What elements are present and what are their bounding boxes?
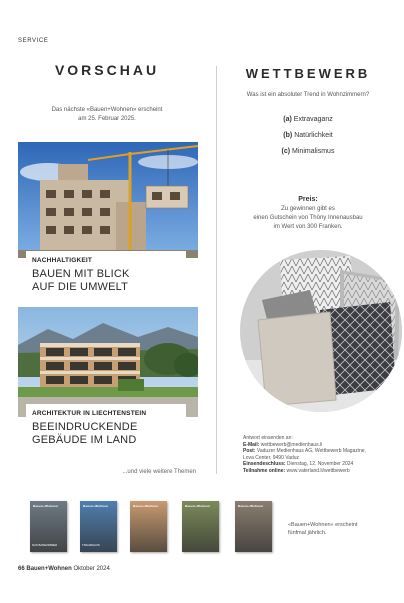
article-title <box>32 268 180 293</box>
magazine-cover <box>182 501 219 552</box>
answer-email-value[interactable]: wettbewerb@medienhaus.li <box>260 441 323 448</box>
preview-intro-line1: Das nächste «Bauen+Wohnen» erscheint <box>51 107 163 113</box>
magazine-cover-brand: Bauen+Wohnen <box>133 504 159 508</box>
answer-post-label: Post: <box>243 448 256 455</box>
article-title-line2: GEBÄUDE IM LAND <box>32 433 137 446</box>
prize-line1: Zu gewinnen gibt es <box>281 206 335 212</box>
prize-line3: im Wert von 300 Franken. <box>273 224 343 230</box>
article-kicker: ARCHITEKTUR IN LIECHTENSTEIN <box>32 410 147 417</box>
construction-photo-graphic <box>18 142 198 258</box>
option-key: (b) <box>283 132 293 139</box>
answer-deadline-label: Einsendeschluss: <box>243 461 286 468</box>
answer-deadline-value: Dienstag, 12. November 2024 <box>286 461 354 468</box>
publication-note-line1: «Bauen+Wohnen» erscheint <box>288 522 358 528</box>
article-title-line2: AUF DIE UMWELT <box>32 280 129 293</box>
answer-deadline <box>243 461 401 468</box>
option-key: (a) <box>283 116 292 123</box>
magazine-cover <box>235 501 272 552</box>
prize-line2: einen Gutschein von Thöny Innenausbau <box>253 215 363 221</box>
cushions-photo <box>240 250 402 412</box>
answer-post-line1: Vaduzer Medienhaus AG, Wettbewerb Magazine, <box>256 448 366 455</box>
magazine-cover-brand: Bauen+Wohnen <box>238 504 264 508</box>
page-footer <box>18 566 110 572</box>
article-title-line1: BAUEN MIT BLICK <box>32 268 130 280</box>
option-label: Natürlichkeit <box>294 132 333 139</box>
publication-note-line2: fünfmal jährlich. <box>288 530 327 536</box>
construction-photo <box>18 142 198 258</box>
preview-intro <box>18 106 196 124</box>
contest-question: Was ist ein absoluter Trend in Wohnzimmern? <box>246 92 370 98</box>
option-label: Extravaganz <box>293 116 333 123</box>
footer-magazine: Bauen+Wohnen <box>26 566 72 572</box>
option-label: Minimalismus <box>292 148 335 155</box>
article-kicker: NACHHALTIGKEIT <box>32 257 93 264</box>
contest-options <box>226 112 390 160</box>
answer-online <box>243 468 401 475</box>
option-key: (c) <box>281 148 291 155</box>
answer-info <box>243 435 401 475</box>
magazine-cover-label: DAS BADEZIMMER <box>32 543 58 547</box>
cushions-photo-graphic <box>240 250 402 412</box>
magazine-cover-label: TRAUMHAUS <box>82 543 100 547</box>
publication-frequency-note <box>288 521 388 537</box>
contest-option-a <box>226 112 390 128</box>
more-topics: ...und viele weitere Themen <box>122 469 196 475</box>
article-caption-architecture <box>26 404 186 458</box>
magazine-cover-brand: Bauen+Wohnen <box>185 504 211 508</box>
prize-text <box>226 205 390 232</box>
answer-intro: Antwort einsenden an: <box>243 435 293 441</box>
contest-option-c <box>226 144 390 160</box>
magazine-cover <box>80 501 117 552</box>
preview-intro-line2: am 25. Februar 2025. <box>78 116 136 122</box>
magazine-cover-brand: Bauen+Wohnen <box>33 504 59 508</box>
contest-option-b <box>226 128 390 144</box>
answer-post-line2: Lova Center, 9490 Vaduz <box>243 454 300 461</box>
answer-online-value[interactable]: www.vaterland.li/wettbewerb <box>286 467 350 474</box>
article-title-line1: BEEINDRUCKENDE <box>32 421 138 433</box>
article-title <box>32 421 180 446</box>
answer-email <box>243 442 401 449</box>
architecture-photo-graphic <box>18 307 198 417</box>
column-divider <box>216 66 217 474</box>
footer-issue: Oktober 2024 <box>73 566 110 572</box>
prize-heading: Preis: <box>298 196 318 203</box>
contest-heading: WETTBEWERB <box>245 66 371 81</box>
section-label: SERVICE <box>18 38 49 44</box>
preview-heading: VORSCHAU <box>54 62 160 78</box>
answer-email-label: E-Mail: <box>243 441 260 448</box>
page-number: 66 <box>18 566 25 572</box>
answer-post <box>243 448 401 455</box>
architecture-photo <box>18 307 198 417</box>
magazine-cover-brand: Bauen+Wohnen <box>83 504 109 508</box>
magazine-cover <box>130 501 167 552</box>
answer-online-label: Teilnahme online: <box>243 467 286 474</box>
article-caption-sustainability <box>26 251 186 303</box>
magazine-cover <box>30 501 67 552</box>
